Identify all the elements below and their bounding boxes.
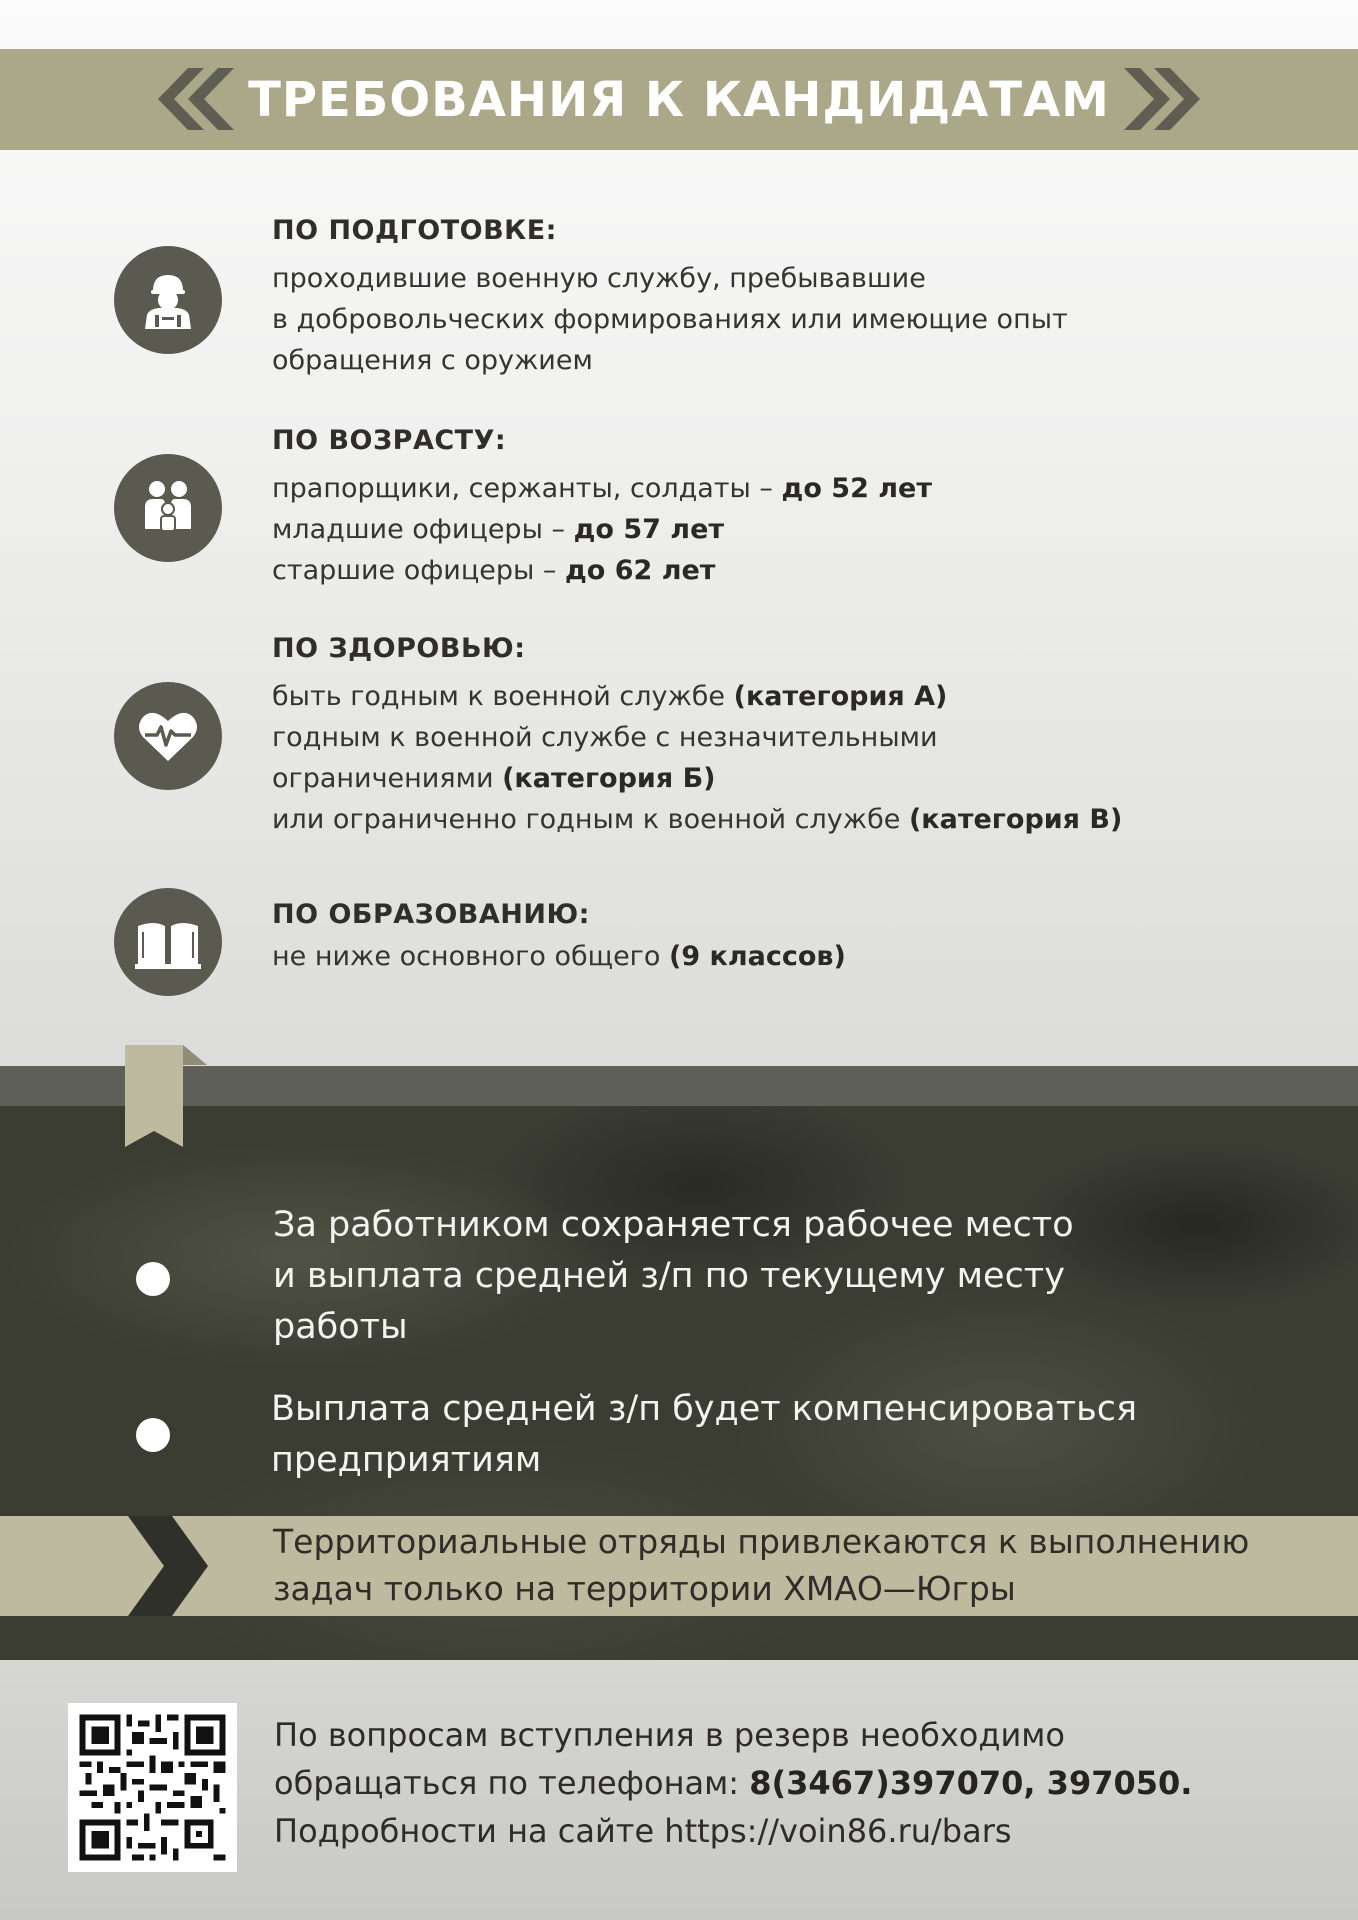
line-emphasis: (категория А) (733, 681, 948, 712)
contact-phones-label: обращаться по телефонам: (274, 1764, 750, 1802)
bullet-dot-icon (136, 1418, 170, 1452)
book-icon (114, 888, 222, 996)
line-emphasis: до 62 лет (564, 555, 716, 586)
requirement-age (272, 424, 1302, 591)
line-emphasis: до 52 лет (781, 473, 932, 504)
line-emphasis: (9 классов) (668, 941, 846, 972)
line-text: годным к военной службе с незначительными (272, 722, 938, 753)
contact-line: По вопросам вступления в резерв необходимо (274, 1716, 1065, 1754)
bullet-dot-icon (136, 1262, 170, 1296)
requirement-line: проходившие военную службу, пребывавшие (272, 263, 926, 294)
requirement-heading: ПО ОБРАЗОВАНИЮ: (272, 899, 590, 930)
contact-info (274, 1711, 1192, 1855)
territory-line: Территориальные отряды привлекаются к выполнению (273, 1522, 1250, 1561)
requirement-health (272, 632, 1302, 840)
line-emphasis: (категория В) (908, 804, 1123, 835)
requirement-heading: ПО ВОЗРАСТУ: (272, 425, 507, 456)
line-emphasis: (категория Б) (502, 763, 716, 794)
benefit-item (271, 1384, 1137, 1486)
requirement-line: обращения с оружием (272, 345, 593, 376)
requirement-education (272, 898, 1302, 977)
contact-phones: 8(3467)397070, 397050. (749, 1764, 1193, 1802)
requirement-heading: ПО ПОДГОТОВКЕ: (272, 215, 557, 246)
requirement-line (272, 468, 1302, 509)
contact-website[interactable]: Подробности на сайте https://voin86.ru/bars (274, 1812, 1012, 1850)
chevron-right-icon (1124, 68, 1200, 130)
requirement-preparation (272, 214, 1302, 381)
qr-code-icon[interactable] (68, 1703, 237, 1872)
benefit-line: За работником сохраняется рабочее место (273, 1205, 1074, 1245)
chevron-right-icon (128, 1516, 208, 1620)
line-emphasis: до 57 лет (573, 514, 725, 545)
requirement-heading: ПО ЗДОРОВЬЮ: (272, 633, 526, 664)
line-text: младшие офицеры – (272, 514, 574, 545)
requirement-line: в добровольческих формированиях или имеющие опыт (272, 304, 1068, 335)
requirement-line (272, 717, 1302, 758)
line-text: не ниже основного общего (272, 941, 669, 972)
requirement-line (272, 550, 1302, 591)
line-text: старшие офицеры – (272, 555, 565, 586)
territory-line: задач только на территории ХМАО—Югры (273, 1569, 1016, 1608)
line-text: ограничениями (272, 763, 503, 794)
territory-note (273, 1518, 1249, 1612)
page-title: ТРЕБОВАНИЯ К КАНДИДАТАМ (248, 71, 1110, 128)
benefit-line: Выплата средней з/п будет компенсироваться (271, 1389, 1138, 1429)
soldier-icon (114, 246, 222, 354)
requirement-line (272, 799, 1302, 840)
benefit-line: работы (273, 1307, 408, 1347)
line-text: быть годным к военной службе (272, 681, 734, 712)
line-text: прапорщики, сержанты, солдаты – (272, 473, 782, 504)
contact-line (274, 1759, 1192, 1807)
requirement-line (272, 936, 1302, 977)
line-text: или ограниченно годным к военной службе (272, 804, 909, 835)
requirement-line (272, 758, 1302, 799)
benefit-line: предприятиям (271, 1440, 542, 1480)
benefit-item (273, 1200, 1074, 1353)
heart-pulse-icon (114, 682, 222, 790)
family-icon (114, 454, 222, 562)
benefit-line: и выплата средней з/п по текущему месту (273, 1256, 1065, 1296)
requirement-line (272, 676, 1302, 717)
requirement-line (272, 509, 1302, 550)
bookmark-ribbon-icon (125, 1045, 210, 1153)
